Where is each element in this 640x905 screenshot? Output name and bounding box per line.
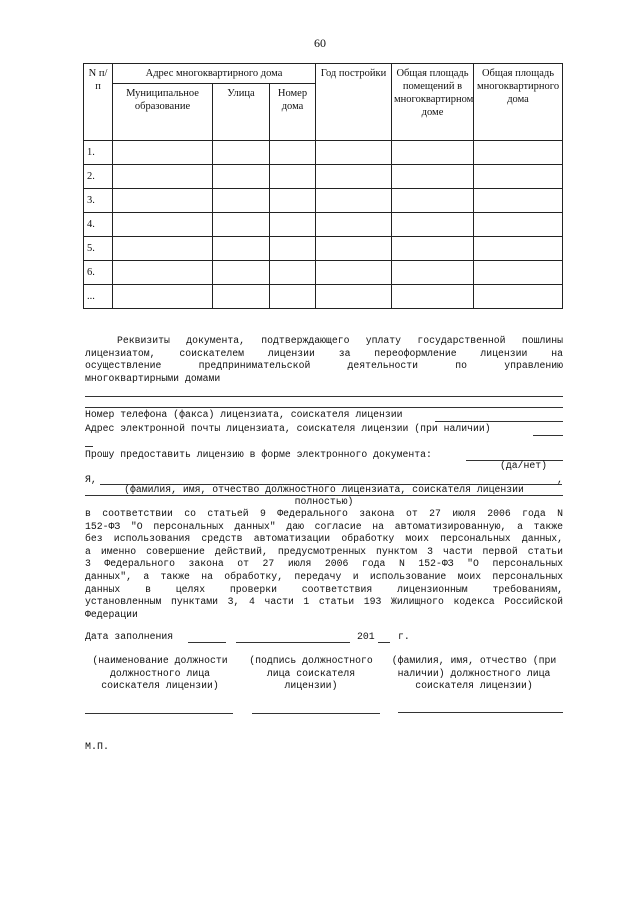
cell-house[interactable] — [270, 237, 316, 261]
yes-no-hint: (да/нет) — [500, 460, 548, 471]
cell-municipality[interactable] — [113, 141, 213, 165]
table-row — [84, 237, 563, 261]
phone-input-line[interactable] — [435, 421, 563, 422]
cell-area-premises[interactable] — [392, 213, 474, 237]
table-row — [84, 213, 563, 237]
header-municipality: Муниципальное образование — [113, 84, 213, 141]
requisites-paragraph — [85, 335, 563, 385]
fio-hint-1: (фамилия, имя, отчество должностного лицензиата, соискателя лицензии — [124, 484, 524, 495]
cell-area-premises[interactable] — [392, 237, 474, 261]
housing-table — [83, 63, 563, 309]
phone-label: Номер телефона (факса) лицензиата, соискателя лицензии — [85, 409, 403, 420]
caption-position: (наименование должности должностного лица соискателя лицензии) — [92, 655, 228, 692]
cell-year[interactable] — [316, 237, 392, 261]
text-line: без использования средств автоматизации обработку моих персональных данных, — [85, 533, 563, 545]
cell-area-house[interactable] — [474, 141, 563, 165]
text-line: Реквизиты документа, подтверждающего уплату государственной пошлины — [117, 335, 563, 346]
cell-year[interactable] — [316, 213, 392, 237]
email-label: Адрес электронной почты лицензиата, соискателя лицензии (при наличии) — [85, 423, 491, 434]
cell-house[interactable] — [270, 261, 316, 285]
cell-area-premises[interactable] — [392, 285, 474, 309]
fio-comma: , — [557, 474, 563, 485]
cell-area-house[interactable] — [474, 165, 563, 189]
date-day-line[interactable] — [188, 642, 226, 643]
cell-area-house[interactable] — [474, 213, 563, 237]
row-number: 6. — [84, 261, 113, 285]
cell-municipality[interactable] — [113, 237, 213, 261]
cell-house[interactable] — [270, 141, 316, 165]
text-line: данных", а также на обработку, передачу и использование моих персональных — [85, 570, 563, 582]
electronic-doc-label: Прошу предоставить лицензию в форме электронного документа: — [85, 449, 432, 460]
row-number: 1. — [84, 141, 113, 165]
table-row — [84, 189, 563, 213]
cell-house[interactable] — [270, 213, 316, 237]
cell-year[interactable] — [316, 261, 392, 285]
text-line: установленным пунктами 3, 4 части 1 статьи 193 Жилищного кодекса Российской — [85, 596, 563, 608]
text-line: 152-ФЗ "О персональных данных" даю согласие на автоматизированную, а также — [85, 520, 563, 532]
text-line: а именно совершение действий, предусмотренных пунктом 3 части первой статьи — [85, 545, 563, 557]
fio-hint-2: полностью) — [294, 496, 354, 507]
text-line: осуществление предпринимательской деятельности по управлению — [85, 360, 563, 372]
text-line: Федерации — [85, 608, 138, 620]
requisites-input-line-1[interactable] — [85, 396, 563, 397]
caption-fullname: (фамилия, имя, отчество (при наличии) должностного лица соискателя лицензии) — [391, 655, 557, 692]
row-number: 4. — [84, 213, 113, 237]
cell-area-premises[interactable] — [392, 261, 474, 285]
cell-year[interactable] — [316, 165, 392, 189]
cell-municipality[interactable] — [113, 285, 213, 309]
cell-year[interactable] — [316, 141, 392, 165]
cell-street[interactable] — [213, 285, 270, 309]
cell-area-premises[interactable] — [392, 189, 474, 213]
cell-street[interactable] — [213, 237, 270, 261]
table-row — [84, 165, 563, 189]
position-input-line[interactable] — [85, 713, 233, 714]
cell-municipality[interactable] — [113, 165, 213, 189]
row-number: ... — [84, 285, 113, 309]
cell-area-house[interactable] — [474, 285, 563, 309]
cell-area-house[interactable] — [474, 261, 563, 285]
table-row — [84, 261, 563, 285]
header-num: N п/п — [84, 64, 113, 141]
cell-municipality[interactable] — [113, 261, 213, 285]
date-month-line[interactable] — [236, 642, 350, 643]
cell-municipality[interactable] — [113, 189, 213, 213]
cell-area-house[interactable] — [474, 237, 563, 261]
text-line: многоквартирными домами — [85, 372, 221, 384]
cell-street[interactable] — [213, 261, 270, 285]
text-line: 3 Федерального закона от 27 июля 2006 года N 152-ФЗ "О персональных — [85, 558, 563, 570]
caption-signature: (подпись должностного лица соискателя лицензии) — [249, 655, 373, 692]
header-year: Год постройки — [316, 64, 392, 141]
row-number: 2. — [84, 165, 113, 189]
requisites-input-line-2[interactable] — [85, 407, 563, 408]
page-number: 60 — [314, 36, 326, 50]
stamp-label: М.П. — [85, 742, 110, 753]
cell-street[interactable] — [213, 141, 270, 165]
cell-year[interactable] — [316, 189, 392, 213]
cell-street[interactable] — [213, 213, 270, 237]
header-house-number: Номер дома — [270, 84, 316, 141]
fullname-input-line[interactable] — [398, 712, 563, 713]
signature-input-line[interactable] — [252, 713, 380, 714]
text-line: лицензиатом, соискателем лицензии за переоформление лицензии на — [85, 347, 563, 359]
cell-area-premises[interactable] — [392, 165, 474, 189]
header-total-area-premises: Общая площадь помещений в многоквартирном доме — [392, 64, 474, 141]
cell-house[interactable] — [270, 165, 316, 189]
cell-street[interactable] — [213, 189, 270, 213]
cell-year[interactable] — [316, 285, 392, 309]
email-input-line-cont[interactable] — [85, 446, 93, 447]
year-suffix: г. — [398, 631, 410, 642]
consent-paragraph — [85, 508, 563, 621]
table-row — [84, 285, 563, 309]
cell-area-house[interactable] — [474, 189, 563, 213]
row-number: 5. — [84, 237, 113, 261]
cell-house[interactable] — [270, 285, 316, 309]
year-prefix: 201 — [357, 631, 375, 642]
table-row — [84, 141, 563, 165]
email-input-line[interactable] — [533, 435, 563, 436]
cell-municipality[interactable] — [113, 213, 213, 237]
text-line: данных в целях проверки соответствия лицензионным требованиям, — [85, 583, 563, 595]
cell-area-premises[interactable] — [392, 141, 474, 165]
row-number: 3. — [84, 189, 113, 213]
header-total-area-house: Общая площадь многоквартирного дома — [474, 64, 563, 141]
cell-house[interactable] — [270, 189, 316, 213]
header-street: Улица — [213, 84, 270, 141]
text-line: в соответствии со статьей 9 Федерального закона от 27 июля 2006 года N — [85, 508, 563, 519]
i-label: Я, — [85, 474, 97, 485]
date-year-line[interactable] — [378, 642, 390, 643]
header-address: Адрес многоквартирного дома — [113, 64, 316, 84]
cell-street[interactable] — [213, 165, 270, 189]
date-label: Дата заполнения — [85, 631, 174, 642]
